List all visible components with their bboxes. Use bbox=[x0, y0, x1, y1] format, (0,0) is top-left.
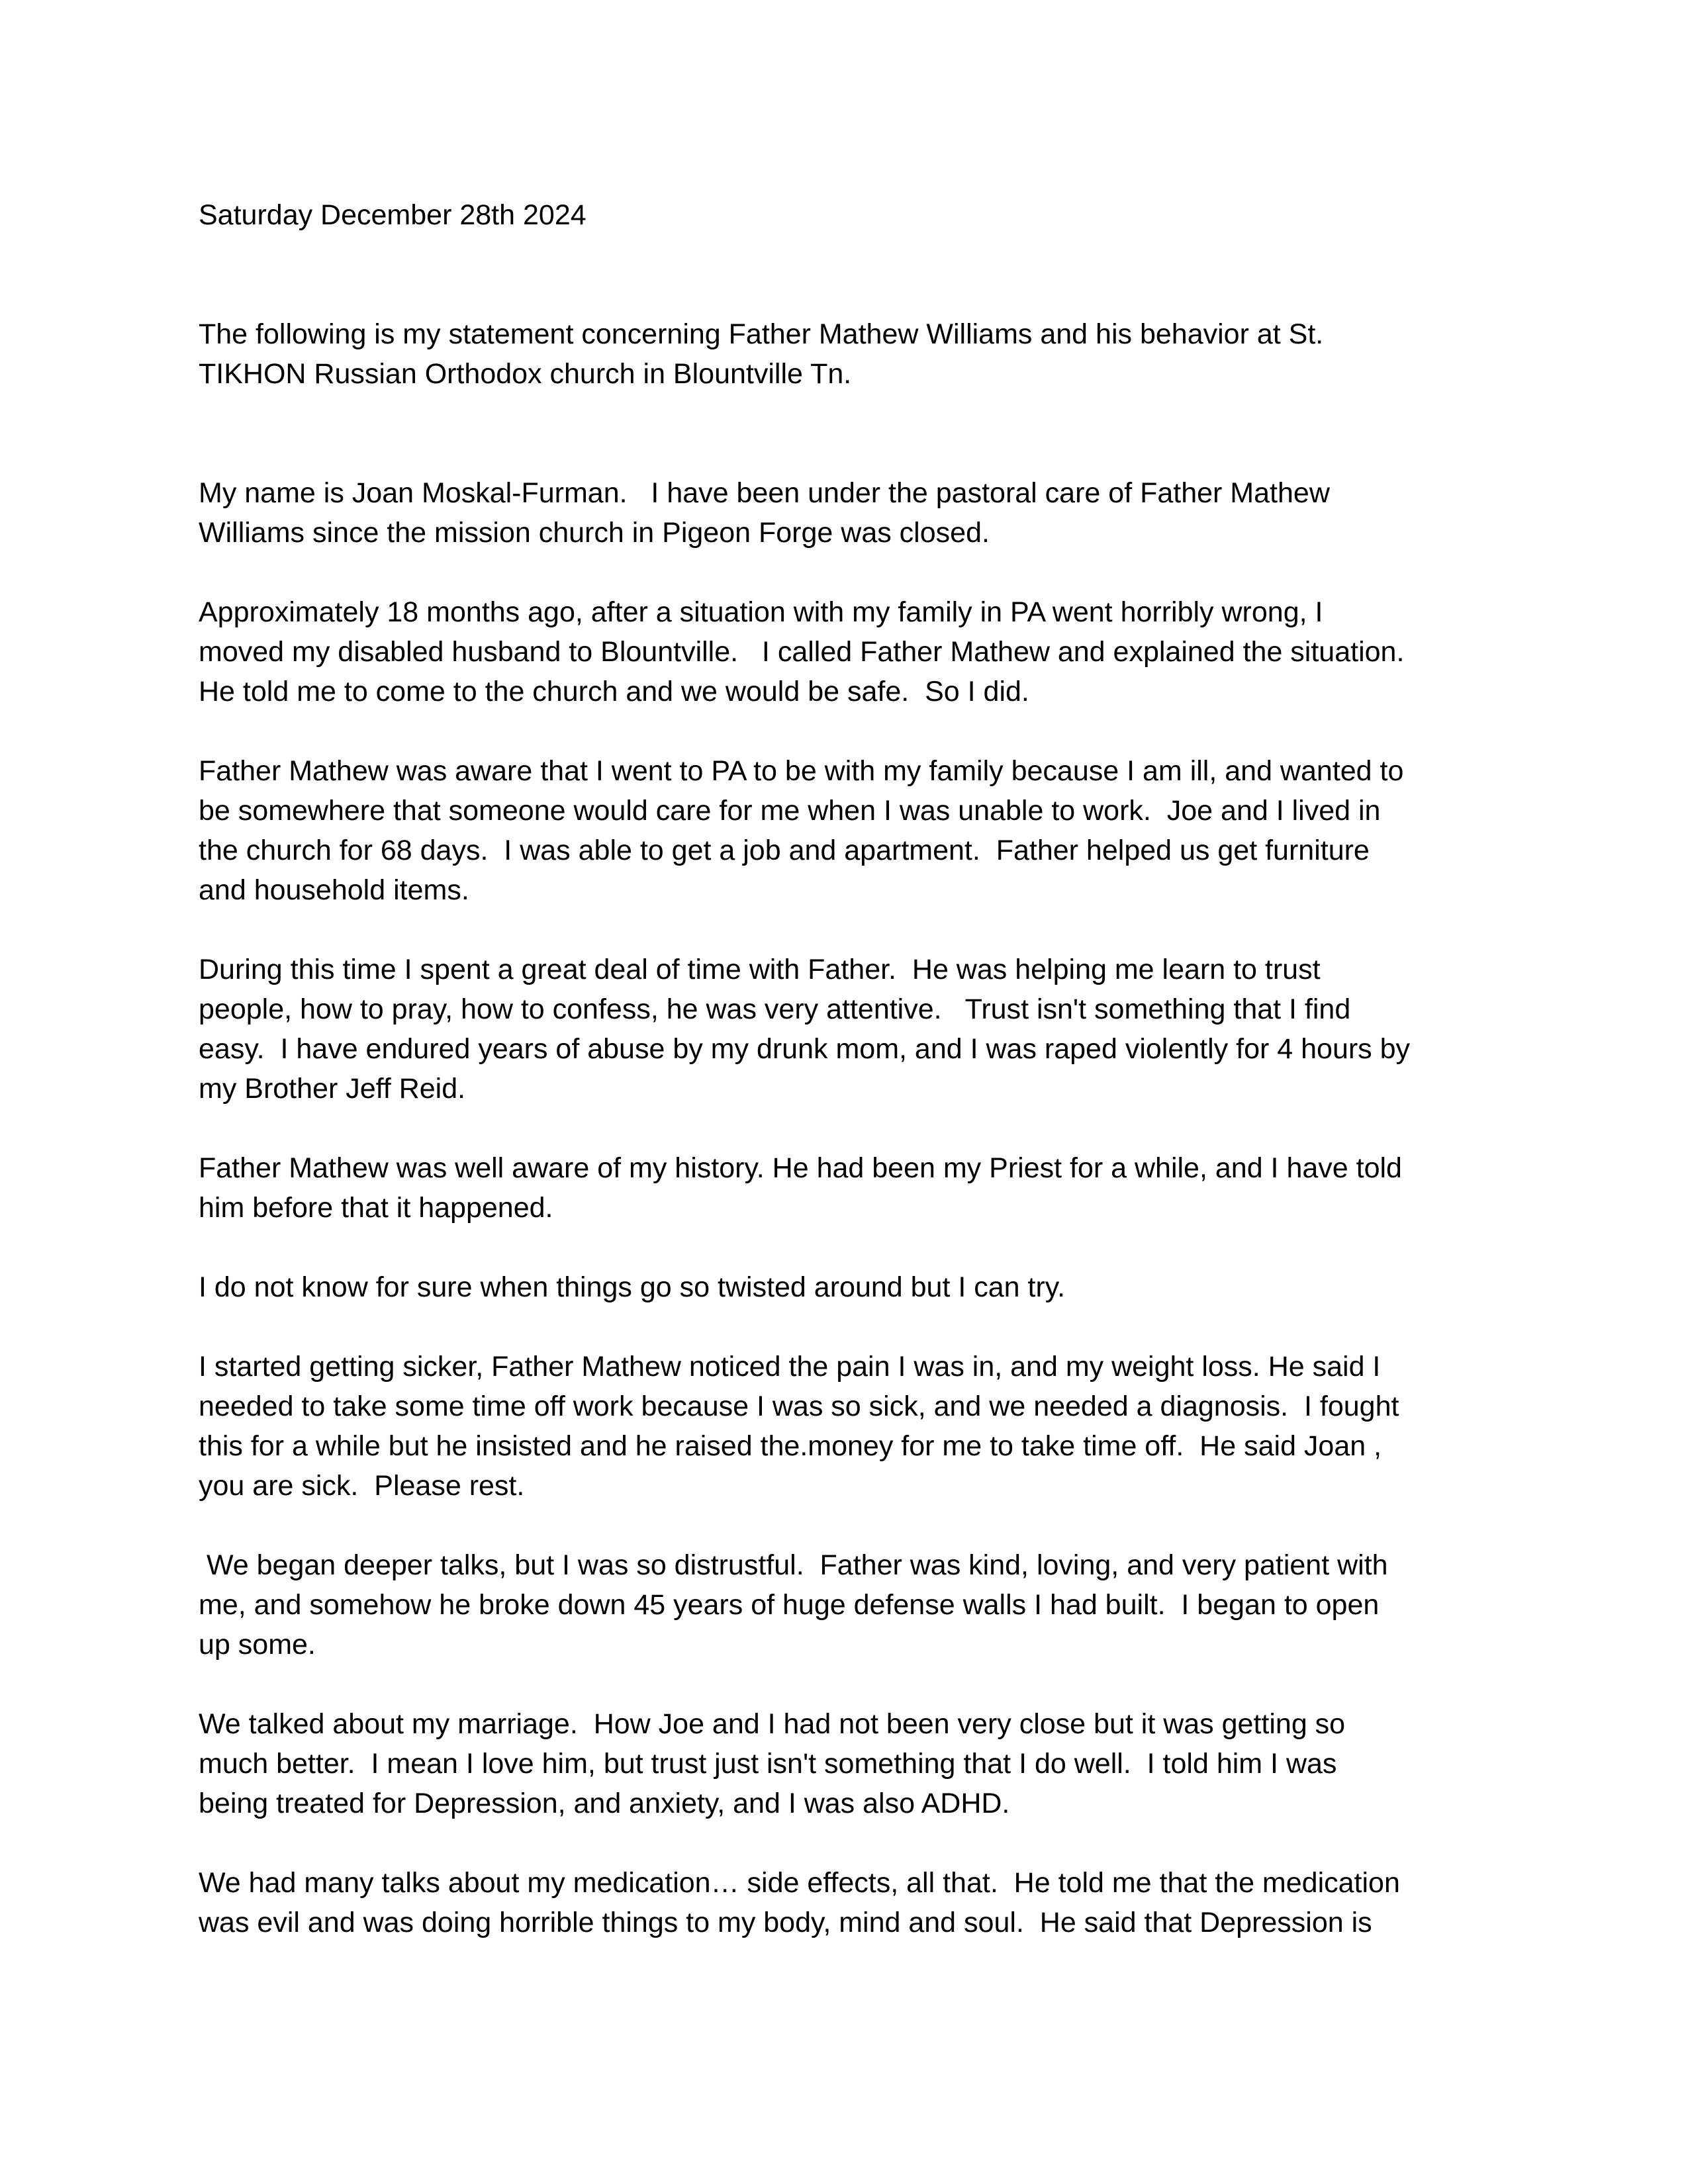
paragraph: Father Mathew was aware that I went to PA to be with my family because I am ill, and wanted to be somewhere that someone would care for me when I was unable to work. Joe and I lived in the church for 68 days. I was able to get a job and apartment. Father helped us get furniture and household items. bbox=[199, 755, 1404, 906]
paragraph: We had many talks about my medication… side effects, all that. He told me that the medication was evil and was doing horrible things to my body, mind and soul. He said that Depression is bbox=[199, 1867, 1400, 1938]
paragraph-intro: The following is my statement concerning Father Mathew Williams and his behavior at St. TIKHON Russian Orthodox church in Blountville Tn. bbox=[199, 318, 1324, 390]
paragraph: We talked about my marriage. How Joe and I had not been very close but it was getting so much better. I mean I love him, but trust just isn't something that I do well. I told him I was being treated for Depression, and anxiety, and I was also ADHD. bbox=[199, 1708, 1346, 1819]
paragraph: I do not know for sure when things go so twisted around but I can try. bbox=[199, 1271, 1066, 1303]
paragraph: My name is Joan Moskal-Furman. I have been under the pastoral care of Father Mathew Williams since the mission church in Pigeon Forge was closed. bbox=[199, 477, 1330, 549]
paragraph: I started getting sicker, Father Mathew noticed the pain I was in, and my weight loss. He said I needed to take some time off work because I was so sick, and we needed a diagnosis. I fought this for a while but he insisted and he raised the.money for me to take time off. He said Joan , you are sick. Please rest. bbox=[199, 1351, 1399, 1502]
paragraph: We began deeper talks, but I was so distrustful. Father was kind, loving, and very patient with me, and somehow he broke down 45 years of huge defense walls I had built. I began to open up some. bbox=[199, 1549, 1388, 1661]
document-date: Saturday December 28th 2024 bbox=[199, 199, 586, 231]
paragraph: Approximately 18 months ago, after a situation with my family in PA went horribly wrong, I moved my disabled husband to Blountville. I called Father Mathew and explained the situation. He told me to come to the church and we would be safe. So I did. bbox=[199, 596, 1405, 707]
paragraph: Father Mathew was well aware of my history. He had been my Priest for a while, and I have told him before that it happened. bbox=[199, 1152, 1402, 1224]
paragraph: During this time I spent a great deal of time with Father. He was helping me learn to trust people, how to pray, how to confess, he was very attentive. Trust isn't something that I find easy. I have endured years of abuse by my drunk mom, and I was raped violently for 4 hours by my Brother Jeff Reid. bbox=[199, 954, 1411, 1105]
document-body bbox=[199, 195, 1496, 1942]
